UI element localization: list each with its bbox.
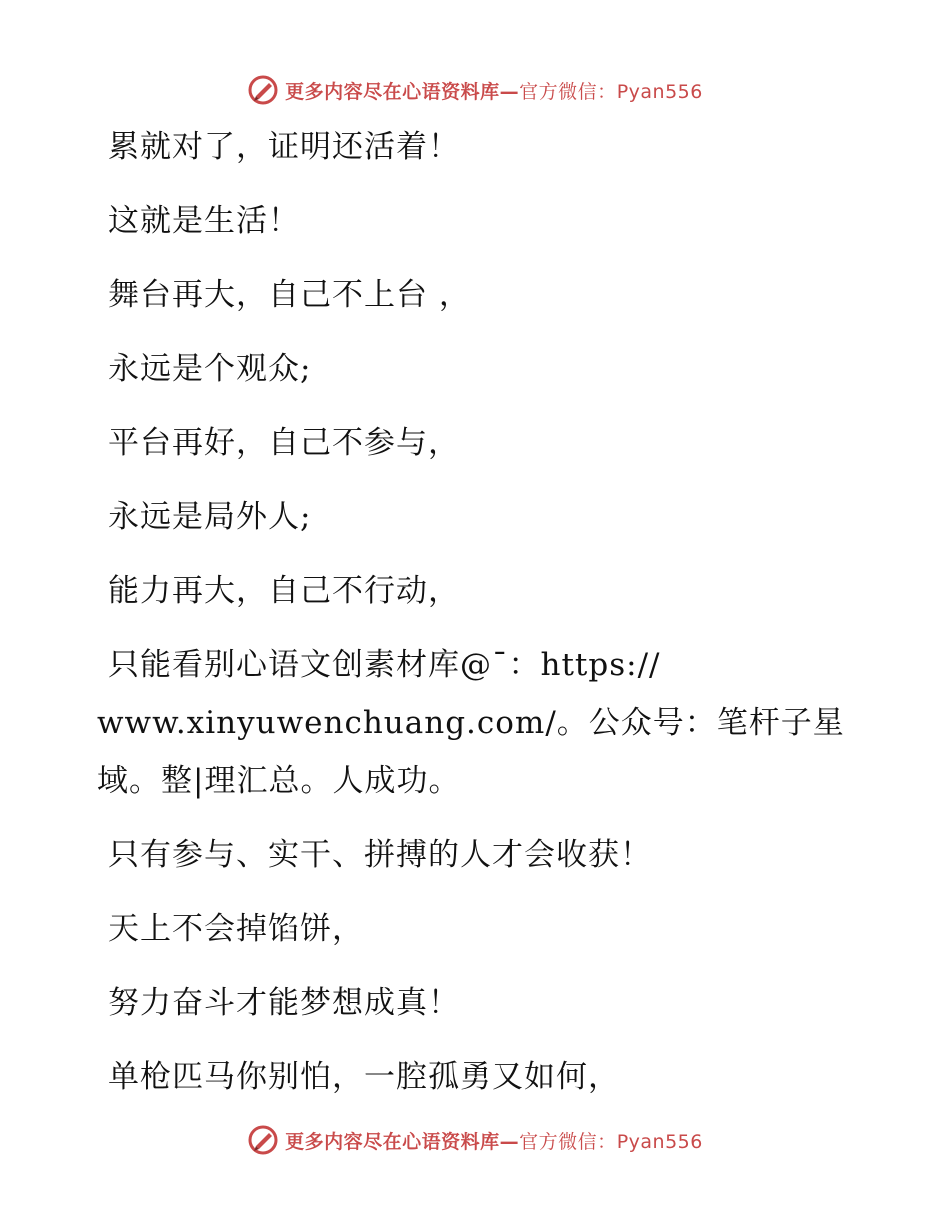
header-banner-text: 更多内容尽在心语资料库—官方微信：Pyan556 [285,80,703,103]
text-line: 努力奋斗才能梦想成真！ [108,985,460,1021]
pen-logo-icon [247,1124,279,1156]
text-line: 只能看别心语文创素材库@¯：https:// [108,647,661,683]
text-line: 平台再好，自己不参与， [108,425,460,461]
text-line: 域。整|理汇总。人成功。 [97,763,461,799]
text-line: www.xinyuwenchuang.com/。公众号：笔杆子星 [97,705,845,741]
text-line: 只有参与、实干、拼搏的人才会收获！ [108,837,652,873]
footer-banner-text: 更多内容尽在心语资料库—官方微信：Pyan556 [285,1130,703,1153]
text-line: 舞台再大，自己不上台 ， [108,277,471,313]
text-line: 这就是生活！ [108,203,300,239]
pen-logo-icon [247,74,279,106]
text-line: 永远是局外人; [108,499,312,535]
header-banner [0,70,950,110]
footer-banner [0,1120,950,1160]
text-line: 单枪匹马你别怕，一腔孤勇又如何， [108,1059,620,1095]
text-line: 能力再大，自己不行动， [108,573,460,609]
text-line: 永远是个观众; [108,351,312,387]
text-line: 天上不会掉馅饼， [108,911,364,947]
text-line: 累就对了，证明还活着！ [108,129,460,165]
